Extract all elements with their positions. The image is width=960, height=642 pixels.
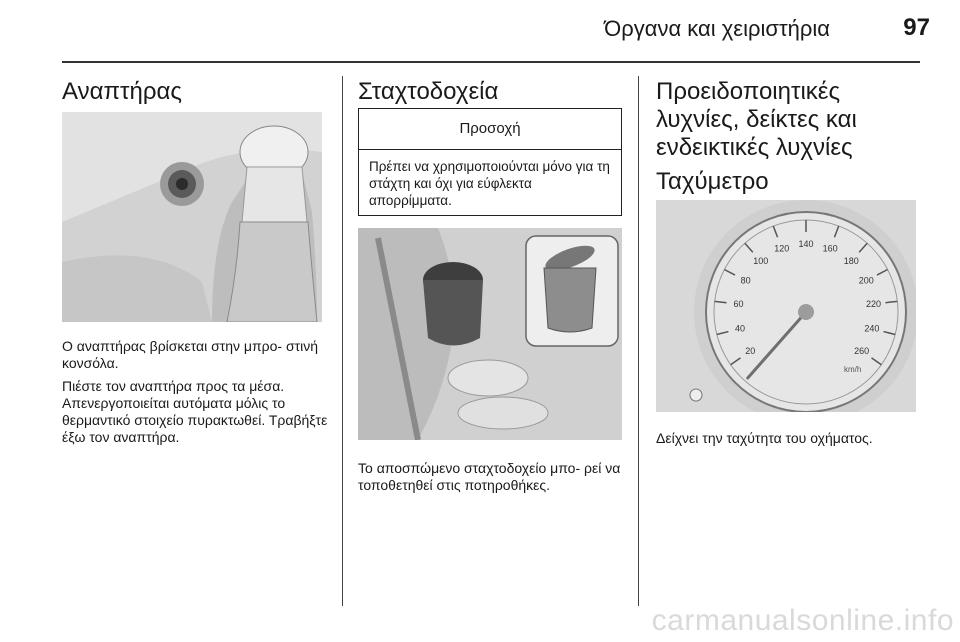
lighter-paragraph-2: Πιέστε τον αναπτήρα προς τα μέσα. Απενεργοποιείται αυτόματα μόλις το θερμαντικό στοιχείο πυρακτωθεί. Τραβήξτε έξω τον αναπτήρα. (62, 378, 328, 445)
subheading-speedometer: Ταχύμετρο (656, 168, 769, 195)
caution-text: Πρέπει να χρησιμοποιούνται μόνο για τη στάχτη και όχι για εύφλεκτα απορρίμματα. (369, 159, 610, 208)
section-heading-warning-lights: Προειδοποιητικές λυχνίες, δείκτες και ενδεικτικές λυχνίες (656, 78, 857, 161)
gauge-tick-label: 20 (745, 346, 756, 357)
speedometer-illustration (656, 200, 916, 412)
gauge-tick-label: 260 (854, 346, 870, 357)
section-heading-ashtray: Σταχτοδοχεία (358, 78, 499, 105)
page-header-title: Όργανα και χειριστήρια (604, 16, 830, 41)
caution-title: Προσοχή (359, 109, 621, 150)
column-divider-left (342, 76, 343, 606)
ashtray-paragraph: Το αποσπώμενο σταχτοδοχείο μπο- ρεί να τοποθετηθεί στις ποτηροθήκες. (358, 460, 621, 493)
gauge-tick-label: 200 (858, 275, 874, 286)
lighter-illustration (62, 112, 322, 322)
page-number: 97 (903, 14, 930, 41)
ashtray-illustration (358, 228, 622, 440)
gauge-tick-label: 240 (864, 323, 880, 334)
header-divider (62, 61, 920, 63)
gauge-tick-label: 60 (733, 299, 744, 310)
watermark: carmanualsonline.info (651, 604, 954, 637)
gauge-tick-label: 80 (740, 275, 751, 286)
lighter-paragraph-1: Ο αναπτήρας βρίσκεται στην μπρο- στινή κονσόλα. (62, 338, 319, 371)
gauge-tick-label: 120 (774, 243, 790, 254)
gauge-tick-label: 140 (798, 239, 814, 249)
gauge-tick-label: 180 (843, 256, 859, 267)
caution-box (358, 108, 622, 216)
speedometer-paragraph: Δείχνει την ταχύτητα του οχήματος. (656, 430, 873, 446)
gauge-tick-label: 160 (822, 243, 838, 254)
gauge-tick-label: 40 (735, 323, 746, 334)
column-divider-right (638, 76, 639, 606)
gauge-unit: km/h (844, 365, 862, 374)
gauge-tick-label: 100 (753, 256, 769, 267)
section-heading-lighter: Αναπτήρας (62, 78, 182, 105)
gauge-tick-label: 220 (866, 299, 882, 310)
